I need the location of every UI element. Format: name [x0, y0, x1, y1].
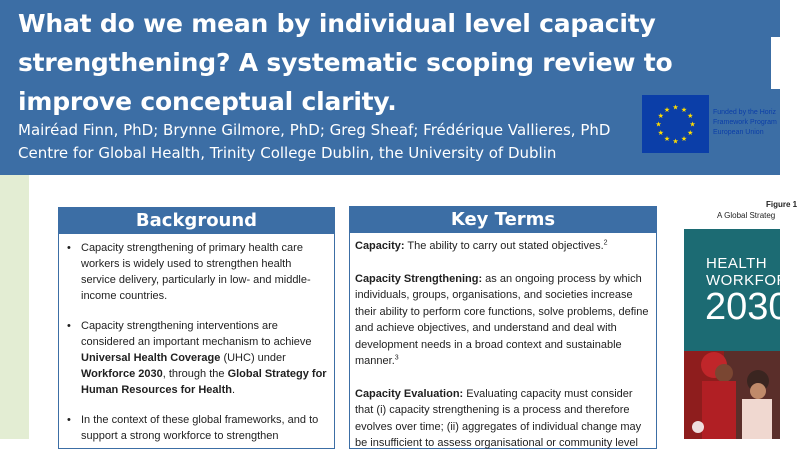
eu-flag-icon — [642, 95, 709, 153]
eu-star-icon: ★ — [657, 130, 664, 137]
background-list — [65, 240, 329, 458]
key-term-capacity-evaluation — [355, 386, 653, 452]
figure-caption: A Global Strateg — [717, 211, 776, 220]
background-bullet — [65, 318, 329, 398]
eu-star-icon: ★ — [657, 113, 664, 120]
term-definition: Evaluating capacity must consider that (i) capacity strengthening is a process and therefore evolves over time; (ii) aggregates of individual change may be insufficient to assess organisational or community level — [355, 387, 642, 449]
funding-line: European Union — [713, 129, 764, 136]
key-term-capacity — [355, 238, 653, 255]
eu-star-icon: ★ — [663, 106, 671, 114]
term-label: Capacity: — [355, 240, 405, 252]
eu-star-icon: ★ — [655, 121, 662, 129]
key-terms-heading: Key Terms — [349, 206, 657, 233]
workforce-2030-cover-image — [684, 229, 810, 439]
term-definition: The ability to carry out stated objectives. — [404, 240, 604, 252]
background-bullet — [65, 412, 329, 444]
term-label: Capacity Strengthening: — [355, 272, 483, 285]
eu-star-icon: ★ — [672, 138, 679, 146]
header-corner-panel — [771, 37, 780, 89]
left-decorative-strip — [0, 175, 29, 439]
background-text: Capacity strengthening interventions are considered an important mechanism to achieve — [81, 320, 312, 348]
key-term-capacity-strengthening — [355, 271, 653, 370]
background-text: , through the — [162, 368, 228, 380]
term-definition: as an ongoing process by which individuals, groups, organisations, and societies increase their ability to perform core functions, solve problems, define and achieve objectives, and understand and deal with development needs in a broad context and sustainable manner. — [355, 272, 649, 367]
background-text: Capacity strengthening of primary health care workers is widely used to strengthen health service delivery, particularly in low- and middle-income countries. — [81, 242, 311, 302]
cover-title-line: WORKFORCE — [706, 272, 810, 289]
background-text: In the context of these global frameworks, and to support a strong workforce to strengthen — [81, 414, 319, 442]
eu-star-icon: ★ — [672, 104, 679, 112]
affiliation: Centre for Global Health, Trinity College Dublin, the University of Dublin — [18, 144, 557, 162]
term-label: Capacity Evaluation: — [355, 387, 464, 400]
cover-year: 2030 — [705, 286, 790, 328]
background-bullet — [65, 240, 329, 304]
eu-star-icon: ★ — [687, 113, 694, 120]
cover-title-line: HEALTH — [706, 255, 768, 272]
eu-star-icon: ★ — [689, 121, 696, 129]
eu-star-icon: ★ — [680, 106, 688, 114]
figure-label: Figure 1 — [766, 200, 798, 209]
reference-marker: 3 — [394, 354, 399, 362]
funding-line: Funded by the Horiz — [713, 109, 777, 116]
background-heading: Background — [58, 207, 335, 234]
eu-star-icon: ★ — [663, 136, 671, 144]
author-list: Mairéad Finn, PhD; Brynne Gilmore, PhD; Greg Sheaf; Frédérique Vallieres, PhD — [18, 121, 611, 139]
eu-star-icon: ★ — [687, 130, 694, 137]
workforce-term: Workforce 2030 — [81, 368, 163, 380]
poster-title: What do we mean by individual level capacity strengthening? A systematic scoping review to improve conceptual clarity. — [18, 9, 673, 116]
global-strategy-term: Global Strategy for Human Resources for Health — [81, 368, 327, 396]
cover-photo — [684, 351, 780, 439]
background-panel — [58, 234, 335, 449]
key-terms-panel — [349, 233, 657, 449]
background-text: . — [231, 384, 236, 396]
funding-notice — [713, 108, 793, 138]
background-text: (UHC) under — [220, 352, 286, 364]
funding-line: Framework Program — [713, 119, 777, 126]
reference-marker: 2 — [603, 239, 608, 247]
uhc-term: Universal Health Coverage — [81, 352, 221, 364]
eu-star-icon: ★ — [680, 136, 688, 144]
